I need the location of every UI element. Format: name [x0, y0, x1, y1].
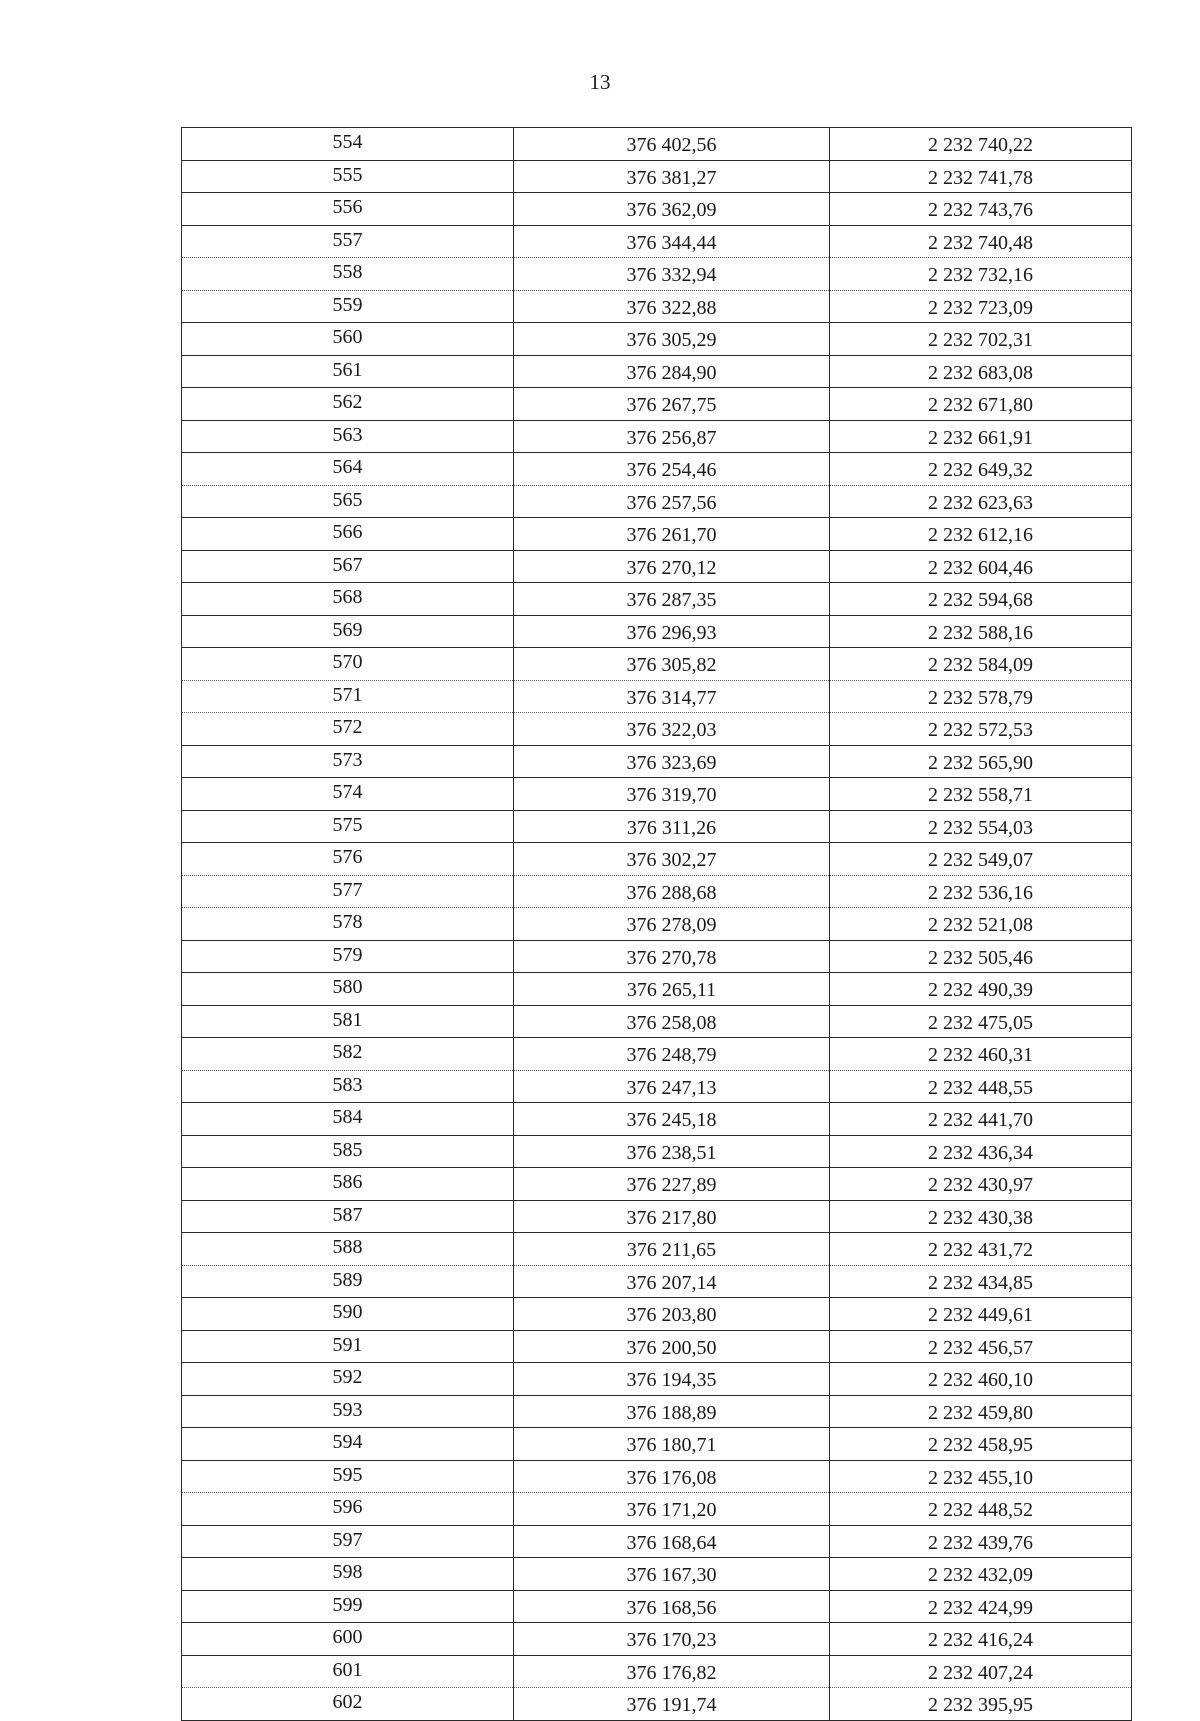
- x-coordinate-cell: 376 194,35: [514, 1363, 830, 1396]
- x-coordinate-cell: 376 256,87: [514, 420, 830, 453]
- x-coordinate-cell: 376 238,51: [514, 1135, 830, 1168]
- x-coordinate-cell: 376 227,89: [514, 1168, 830, 1201]
- point-number-cell: 575: [182, 810, 514, 843]
- y-coordinate-cell: 2 232 449,61: [830, 1298, 1132, 1331]
- point-number-cell: 576: [182, 843, 514, 876]
- point-number-cell: 601: [182, 1655, 514, 1688]
- table-row: [182, 1590, 1132, 1623]
- x-coordinate-cell: 376 322,88: [514, 290, 830, 323]
- x-coordinate-cell: 376 191,74: [514, 1688, 830, 1721]
- x-coordinate-cell: 376 319,70: [514, 778, 830, 811]
- y-coordinate-cell: 2 232 578,79: [830, 680, 1132, 713]
- point-number-cell: 562: [182, 388, 514, 421]
- x-coordinate-cell: 376 171,20: [514, 1493, 830, 1526]
- point-number-cell: 596: [182, 1493, 514, 1526]
- table-row: [182, 225, 1132, 258]
- y-coordinate-cell: 2 232 505,46: [830, 940, 1132, 973]
- point-number-cell: 600: [182, 1623, 514, 1656]
- y-coordinate-cell: 2 232 460,31: [830, 1038, 1132, 1071]
- y-coordinate-cell: 2 232 558,71: [830, 778, 1132, 811]
- y-coordinate-cell: 2 232 649,32: [830, 453, 1132, 486]
- point-number-cell: 572: [182, 713, 514, 746]
- x-coordinate-cell: 376 254,46: [514, 453, 830, 486]
- y-coordinate-cell: 2 232 434,85: [830, 1265, 1132, 1298]
- table-row: [182, 1233, 1132, 1266]
- y-coordinate-cell: 2 232 661,91: [830, 420, 1132, 453]
- x-coordinate-cell: 376 362,09: [514, 193, 830, 226]
- point-number-cell: 568: [182, 583, 514, 616]
- x-coordinate-cell: 376 217,80: [514, 1200, 830, 1233]
- y-coordinate-cell: 2 232 604,46: [830, 550, 1132, 583]
- table-row: [182, 1070, 1132, 1103]
- y-coordinate-cell: 2 232 743,76: [830, 193, 1132, 226]
- page-number: 13: [589, 70, 611, 94]
- point-number-cell: 597: [182, 1525, 514, 1558]
- table-row: [182, 1428, 1132, 1461]
- y-coordinate-cell: 2 232 584,09: [830, 648, 1132, 681]
- table-row: [182, 648, 1132, 681]
- point-number-cell: 581: [182, 1005, 514, 1038]
- x-coordinate-cell: 376 322,03: [514, 713, 830, 746]
- point-number-cell: 573: [182, 745, 514, 778]
- point-number-cell: 565: [182, 485, 514, 518]
- table-row: [182, 875, 1132, 908]
- point-number-cell: 567: [182, 550, 514, 583]
- y-coordinate-cell: 2 232 683,08: [830, 355, 1132, 388]
- y-coordinate-cell: 2 232 430,38: [830, 1200, 1132, 1233]
- y-coordinate-cell: 2 232 536,16: [830, 875, 1132, 908]
- x-coordinate-cell: 376 323,69: [514, 745, 830, 778]
- table-row: [182, 453, 1132, 486]
- y-coordinate-cell: 2 232 588,16: [830, 615, 1132, 648]
- table-row: [182, 940, 1132, 973]
- x-coordinate-cell: 376 265,11: [514, 973, 830, 1006]
- point-number-cell: 566: [182, 518, 514, 551]
- y-coordinate-cell: 2 232 439,76: [830, 1525, 1132, 1558]
- x-coordinate-cell: 376 311,26: [514, 810, 830, 843]
- point-number-cell: 571: [182, 680, 514, 713]
- x-coordinate-cell: 376 305,29: [514, 323, 830, 356]
- y-coordinate-cell: 2 232 441,70: [830, 1103, 1132, 1136]
- y-coordinate-cell: 2 232 455,10: [830, 1460, 1132, 1493]
- x-coordinate-cell: 376 207,14: [514, 1265, 830, 1298]
- table-row: [182, 323, 1132, 356]
- y-coordinate-cell: 2 232 407,24: [830, 1655, 1132, 1688]
- table-row: [182, 843, 1132, 876]
- coordinates-table: [181, 127, 1132, 1721]
- table-row: [182, 193, 1132, 226]
- point-number-cell: 580: [182, 973, 514, 1006]
- table-row: [182, 973, 1132, 1006]
- table-row: [182, 1265, 1132, 1298]
- point-number-cell: 574: [182, 778, 514, 811]
- point-number-cell: 556: [182, 193, 514, 226]
- point-number-cell: 584: [182, 1103, 514, 1136]
- table-row: [182, 1135, 1132, 1168]
- table-row: [182, 1168, 1132, 1201]
- x-coordinate-cell: 376 270,78: [514, 940, 830, 973]
- table-row: [182, 1330, 1132, 1363]
- x-coordinate-cell: 376 267,75: [514, 388, 830, 421]
- point-number-cell: 591: [182, 1330, 514, 1363]
- x-coordinate-cell: 376 261,70: [514, 518, 830, 551]
- x-coordinate-cell: 376 203,80: [514, 1298, 830, 1331]
- point-number-cell: 590: [182, 1298, 514, 1331]
- x-coordinate-cell: 376 257,56: [514, 485, 830, 518]
- y-coordinate-cell: 2 232 490,39: [830, 973, 1132, 1006]
- point-number-cell: 588: [182, 1233, 514, 1266]
- x-coordinate-cell: 376 200,50: [514, 1330, 830, 1363]
- table-row: [182, 1558, 1132, 1591]
- y-coordinate-cell: 2 232 612,16: [830, 518, 1132, 551]
- y-coordinate-cell: 2 232 432,09: [830, 1558, 1132, 1591]
- y-coordinate-cell: 2 232 416,24: [830, 1623, 1132, 1656]
- point-number-cell: 592: [182, 1363, 514, 1396]
- y-coordinate-cell: 2 232 740,48: [830, 225, 1132, 258]
- point-number-cell: 564: [182, 453, 514, 486]
- x-coordinate-cell: 376 258,08: [514, 1005, 830, 1038]
- point-number-cell: 555: [182, 160, 514, 193]
- table-row: [182, 1655, 1132, 1688]
- x-coordinate-cell: 376 302,27: [514, 843, 830, 876]
- table-row: [182, 745, 1132, 778]
- x-coordinate-cell: 376 176,82: [514, 1655, 830, 1688]
- x-coordinate-cell: 376 287,35: [514, 583, 830, 616]
- point-number-cell: 563: [182, 420, 514, 453]
- y-coordinate-cell: 2 232 565,90: [830, 745, 1132, 778]
- x-coordinate-cell: 376 168,64: [514, 1525, 830, 1558]
- y-coordinate-cell: 2 232 459,80: [830, 1395, 1132, 1428]
- y-coordinate-cell: 2 232 723,09: [830, 290, 1132, 323]
- x-coordinate-cell: 376 245,18: [514, 1103, 830, 1136]
- y-coordinate-cell: 2 232 430,97: [830, 1168, 1132, 1201]
- table-row: [182, 1460, 1132, 1493]
- point-number-cell: 593: [182, 1395, 514, 1428]
- x-coordinate-cell: 376 248,79: [514, 1038, 830, 1071]
- point-number-cell: 583: [182, 1070, 514, 1103]
- point-number-cell: 582: [182, 1038, 514, 1071]
- table-row: [182, 1363, 1132, 1396]
- point-number-cell: 558: [182, 258, 514, 291]
- x-coordinate-cell: 376 314,77: [514, 680, 830, 713]
- table-row: [182, 160, 1132, 193]
- point-number-cell: 602: [182, 1688, 514, 1721]
- y-coordinate-cell: 2 232 671,80: [830, 388, 1132, 421]
- x-coordinate-cell: 376 332,94: [514, 258, 830, 291]
- point-number-cell: 560: [182, 323, 514, 356]
- point-number-cell: 561: [182, 355, 514, 388]
- table-row: [182, 1038, 1132, 1071]
- y-coordinate-cell: 2 232 458,95: [830, 1428, 1132, 1461]
- point-number-cell: 578: [182, 908, 514, 941]
- point-number-cell: 585: [182, 1135, 514, 1168]
- x-coordinate-cell: 376 211,65: [514, 1233, 830, 1266]
- y-coordinate-cell: 2 232 623,63: [830, 485, 1132, 518]
- y-coordinate-cell: 2 232 521,08: [830, 908, 1132, 941]
- x-coordinate-cell: 376 344,44: [514, 225, 830, 258]
- point-number-cell: 577: [182, 875, 514, 908]
- table-row: [182, 485, 1132, 518]
- point-number-cell: 599: [182, 1590, 514, 1623]
- table-row: [182, 1623, 1132, 1656]
- y-coordinate-cell: 2 232 424,99: [830, 1590, 1132, 1623]
- point-number-cell: 589: [182, 1265, 514, 1298]
- x-coordinate-cell: 376 270,12: [514, 550, 830, 583]
- point-number-cell: 587: [182, 1200, 514, 1233]
- table-row: [182, 1103, 1132, 1136]
- table-row: [182, 1200, 1132, 1233]
- point-number-cell: 595: [182, 1460, 514, 1493]
- point-number-cell: 579: [182, 940, 514, 973]
- table-row: [182, 778, 1132, 811]
- table-row: [182, 128, 1132, 161]
- table-row: [182, 388, 1132, 421]
- y-coordinate-cell: 2 232 436,34: [830, 1135, 1132, 1168]
- point-number-cell: 559: [182, 290, 514, 323]
- point-number-cell: 569: [182, 615, 514, 648]
- y-coordinate-cell: 2 232 475,05: [830, 1005, 1132, 1038]
- x-coordinate-cell: 376 288,68: [514, 875, 830, 908]
- x-coordinate-cell: 376 176,08: [514, 1460, 830, 1493]
- point-number-cell: 594: [182, 1428, 514, 1461]
- y-coordinate-cell: 2 232 732,16: [830, 258, 1132, 291]
- y-coordinate-cell: 2 232 554,03: [830, 810, 1132, 843]
- coordinates-table-body: [182, 128, 1132, 1721]
- table-row: [182, 810, 1132, 843]
- table-row: [182, 713, 1132, 746]
- x-coordinate-cell: 376 305,82: [514, 648, 830, 681]
- x-coordinate-cell: 376 278,09: [514, 908, 830, 941]
- y-coordinate-cell: 2 232 549,07: [830, 843, 1132, 876]
- x-coordinate-cell: 376 296,93: [514, 615, 830, 648]
- y-coordinate-cell: 2 232 395,95: [830, 1688, 1132, 1721]
- table-row: [182, 908, 1132, 941]
- x-coordinate-cell: 376 180,71: [514, 1428, 830, 1461]
- table-row: [182, 355, 1132, 388]
- point-number-cell: 557: [182, 225, 514, 258]
- y-coordinate-cell: 2 232 572,53: [830, 713, 1132, 746]
- x-coordinate-cell: 376 167,30: [514, 1558, 830, 1591]
- table-row: [182, 583, 1132, 616]
- y-coordinate-cell: 2 232 740,22: [830, 128, 1132, 161]
- table-row: [182, 1005, 1132, 1038]
- y-coordinate-cell: 2 232 702,31: [830, 323, 1132, 356]
- table-row: [182, 1493, 1132, 1526]
- point-number-cell: 570: [182, 648, 514, 681]
- point-number-cell: 586: [182, 1168, 514, 1201]
- table-row: [182, 420, 1132, 453]
- point-number-cell: 554: [182, 128, 514, 161]
- table-row: [182, 258, 1132, 291]
- y-coordinate-cell: 2 232 741,78: [830, 160, 1132, 193]
- table-row: [182, 615, 1132, 648]
- x-coordinate-cell: 376 247,13: [514, 1070, 830, 1103]
- table-row: [182, 1298, 1132, 1331]
- y-coordinate-cell: 2 232 456,57: [830, 1330, 1132, 1363]
- table-row: [182, 1395, 1132, 1428]
- x-coordinate-cell: 376 170,23: [514, 1623, 830, 1656]
- y-coordinate-cell: 2 232 448,55: [830, 1070, 1132, 1103]
- x-coordinate-cell: 376 402,56: [514, 128, 830, 161]
- y-coordinate-cell: 2 232 594,68: [830, 583, 1132, 616]
- x-coordinate-cell: 376 381,27: [514, 160, 830, 193]
- table-row: [182, 290, 1132, 323]
- y-coordinate-cell: 2 232 448,52: [830, 1493, 1132, 1526]
- table-row: [182, 550, 1132, 583]
- y-coordinate-cell: 2 232 431,72: [830, 1233, 1132, 1266]
- x-coordinate-cell: 376 168,56: [514, 1590, 830, 1623]
- table-row: [182, 680, 1132, 713]
- x-coordinate-cell: 376 188,89: [514, 1395, 830, 1428]
- table-row: [182, 1688, 1132, 1721]
- x-coordinate-cell: 376 284,90: [514, 355, 830, 388]
- y-coordinate-cell: 2 232 460,10: [830, 1363, 1132, 1396]
- table-row: [182, 1525, 1132, 1558]
- table-row: [182, 518, 1132, 551]
- point-number-cell: 598: [182, 1558, 514, 1591]
